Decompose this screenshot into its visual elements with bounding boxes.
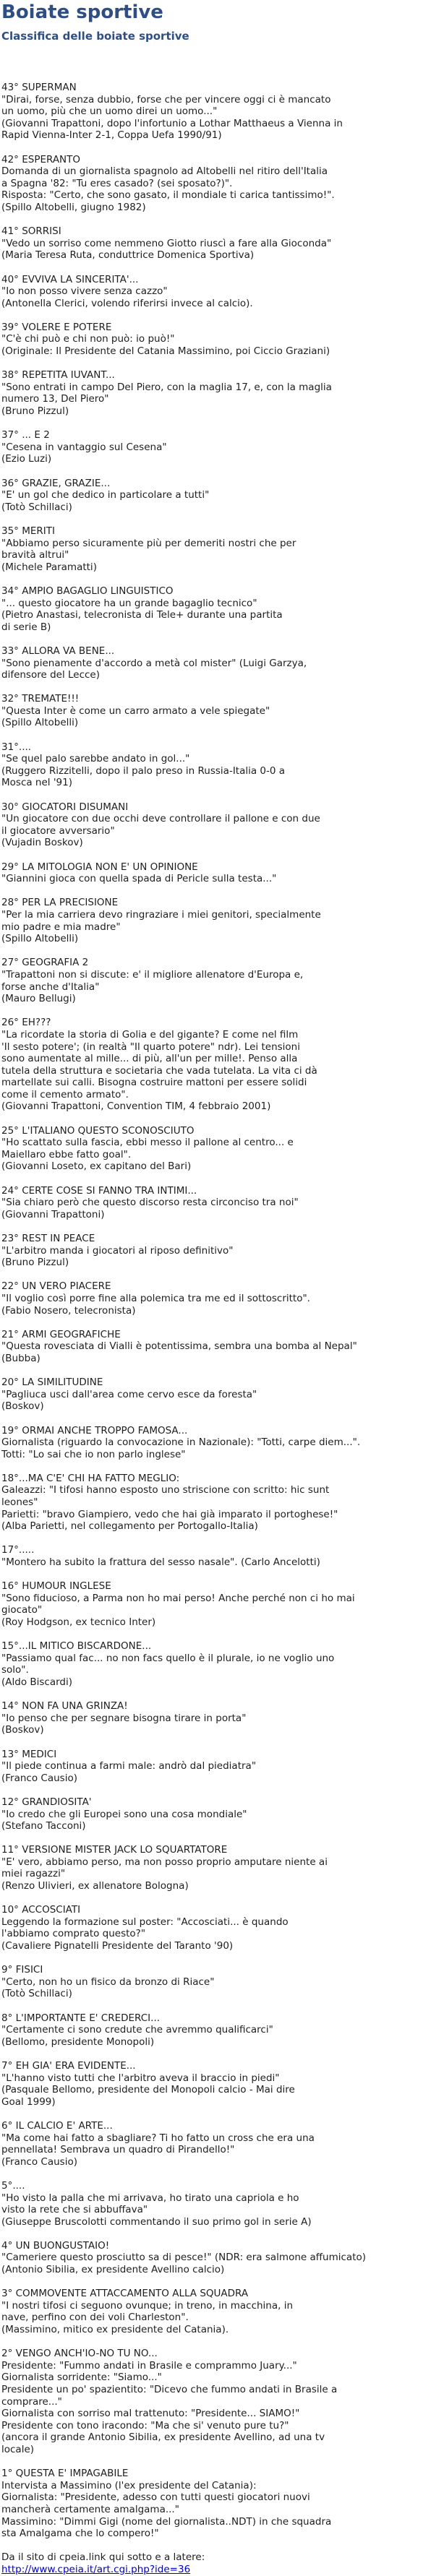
entry-line: (Ezio Luzi) [1, 453, 52, 465]
entry-line: (Spillo Altobelli) [1, 717, 79, 729]
quote-entry [1, 1280, 438, 1317]
quote-entry [1, 478, 438, 514]
entry-line: Galeazzi: "I tifosi hanno esposto uno striscione con scritto: hic sunt [1, 1484, 330, 1496]
entry-line: (Spillo Altobelli, giugno 1982) [1, 201, 146, 213]
entry-heading: 3° COMMOVENTE ATTACCAMENTO ALLA SQUADRA [1, 2288, 249, 2300]
entry-line: "Questa rovesciata di Vialli è potentissima, sembra una bomba al Nepal" [1, 1340, 357, 1353]
entry-line: (Totò Schillaci) [1, 1988, 72, 2000]
entry-line: (Pietro Anastasi, telecronista di Tele+ durante una partita [1, 609, 283, 621]
entry-line: "Pagliuca usci dall'area come cervo esce da foresta" [1, 1388, 257, 1400]
entry-heading: 29° LA MITOLOGIA NON E' UN OPINIONE [1, 861, 198, 873]
entry-heading: 30° GIOCATORI DISUMANI [1, 801, 129, 813]
entry-heading: 25° L'ITALIANO QUESTO SCONOSCIUTO [1, 1124, 195, 1137]
quote-entry [1, 1425, 438, 1461]
entry-line: mancherà certamente amalgama..." [1, 2503, 179, 2515]
entry-line: Goal 1999) [1, 2095, 56, 2108]
entry-heading: 22° UN VERO PIACERE [1, 1280, 111, 1293]
entry-line: Maiellaro ebbe fatto goal". [1, 1148, 132, 1160]
entry-line: (ancora il grande Antonio Sibilia, ex presidente Avellino, ad una tv [1, 2431, 325, 2444]
quote-entry [1, 2240, 438, 2276]
entry-heading: 42° ESPERANTO [1, 153, 81, 165]
entry-heading: 16° HUMOUR INGLESE [1, 1580, 111, 1593]
entry-heading: 5°.... [1, 2179, 25, 2192]
entry-line: (Pasquale Bellomo, presidente del Monopoli calcio - Mai dire [1, 2084, 295, 2096]
entry-line: "C'è chi può e chi non può: io può!" [1, 333, 175, 345]
entry-line: Risposta: "Certo, che sono gasato, il mondiale ti carica tantissimo!". [1, 189, 335, 202]
entry-line: mio padre e mia madre" [1, 921, 121, 933]
entry-line: Massimino: "Dimmi Gigi (nome del giornalista..NDT) in che squadra [1, 2515, 332, 2528]
entry-line: Leggendo la formazione sul poster: "Accosciati... è quando [1, 1916, 289, 1928]
entry-line: Presidente un po' spazientito: "Dicevo che fummo andati in Brasile a [1, 2384, 338, 2395]
entry-line: (Spillo Altobelli) [1, 933, 79, 945]
entry-line: "Io non posso vivere senza cazzo" [1, 285, 168, 298]
entry-heading: 39° VOLERE E POTERE [1, 321, 112, 333]
quote-entry [1, 525, 438, 573]
entry-line: Intervista a Massimino (l'ex presidente del Catania): [1, 2479, 257, 2491]
entry-heading: 17°..... [1, 1544, 35, 1556]
entry-line: "Giannini gioca con quella spada di Pericle sulla testa..." [1, 873, 277, 885]
entry-line: "Passiamo qual fac... no non facs quello è il plurale, io ne voglio uno [1, 1652, 335, 1664]
entry-heading: 43° SUPERMAN [1, 82, 77, 93]
entry-line: sta Amalgama che lo compero!" [1, 2528, 159, 2540]
source-text: Da il sito di cpeia.link qui sotto e a latere: [1, 2551, 205, 2564]
quote-entry [1, 2288, 438, 2335]
entry-heading: 4° UN BUONGUSTAIO! [1, 2239, 110, 2252]
quote-entry [1, 1185, 438, 1221]
post-title: Classifica delle boiate sportive [1, 30, 189, 43]
entry-line: bravità altrui" [1, 549, 69, 561]
entry-line: (Giovanni Trapattoni) [1, 1208, 105, 1220]
entry-heading: 2° VENGO ANCH'IO-NO TU NO... [1, 2348, 158, 2360]
source-link[interactable]: http://www.cpeia.it/art.cgi.php?ide=36 [1, 2563, 191, 2575]
entry-line: (Bruno Pizzul) [1, 1257, 69, 1269]
quote-entry [1, 1844, 438, 1892]
quote-entry [1, 1017, 438, 1113]
entry-line: sono aumentate al mille... di più, all'un per mille!. Penso alla [1, 1053, 298, 1065]
entry-line: (Giovanni Loseto, ex capitano del Bari) [1, 1160, 192, 1173]
entry-line: (Giuseppe Bruscolotti commentando il suo primo gol in serie A) [1, 2215, 312, 2228]
quote-entry [1, 741, 438, 789]
quote-entry [1, 693, 438, 729]
entry-line: "Io penso che per segnare bisogna tirare in porta" [1, 1712, 247, 1724]
entry-line: di serie B) [1, 621, 51, 633]
entry-heading: 13° MEDICI [1, 1748, 57, 1760]
entry-line: Parietti: "bravo Giampiero, vedo che hai già imparato il portoghese!" [1, 1508, 338, 1520]
entry-line: (Originale: Il Presidente del Catania Massimino, poi Ciccio Graziani) [1, 345, 330, 358]
entry-line: (Vujadin Boskov) [1, 837, 83, 849]
entry-line: (Antonella Clerici, volendo riferirsi invece al calcio). [1, 297, 253, 309]
quote-entry [1, 2120, 438, 2168]
entry-line: numero 13, Del Piero" [1, 393, 109, 405]
entry-line: "Ho scattato sulla fascia, ebbi messo il pallone al centro... e [1, 1137, 294, 1149]
quote-entry [1, 1329, 438, 1365]
entry-heading: 20° LA SIMILITUDINE [1, 1377, 103, 1389]
entry-line: (Maria Teresa Ruta, conduttrice Domenica Sportiva) [1, 249, 255, 262]
quote-entry [1, 1125, 438, 1173]
entry-heading: 28° PER LA PRECISIONE [1, 897, 119, 909]
entry-line: "Sono fiducioso, a Parma non ho mai perso! Anche perché non ci ho mai [1, 1592, 355, 1604]
quote-entry [1, 2348, 438, 2455]
entry-heading: 31°.... [1, 741, 32, 753]
entry-line: (Franco Causio) [1, 2155, 77, 2168]
quote-entry [1, 1640, 438, 1688]
entry-line: "Vedo un sorriso come nemmeno Giotto riuscì a fare alla Gioconda" [1, 237, 332, 249]
entry-heading: 10° ACCOSCIATI [1, 1904, 81, 1916]
quote-entry [1, 897, 438, 944]
entry-line: nave, perfino con dei voli Charleston". [1, 2312, 189, 2324]
quote-entry [1, 225, 438, 262]
entry-heading: 41° SORRISI [1, 225, 61, 238]
entry-line: a Spagna '82: "Tu eres casado? (sei sposato?)". [1, 177, 233, 189]
entry-line: (Mauro Bellugi) [1, 993, 76, 1005]
quote-entry [1, 2180, 438, 2228]
entry-heading: 12° GRANDIOSITA' [1, 1796, 92, 1808]
entry-line: Giornalista sorridente: "Siamo..." [1, 2372, 162, 2384]
entry-line: visto la rete che si abbuffava" [1, 2204, 148, 2216]
quote-entry [1, 322, 438, 358]
quote-entry [1, 2012, 438, 2049]
entry-line: leones" [1, 1496, 38, 1509]
quote-entry [1, 369, 438, 417]
quote-entry [1, 1796, 438, 1832]
quote-entry [1, 1377, 438, 1413]
entry-line: solo". [1, 1664, 29, 1676]
entry-line: "Abbiamo perso sicuramente più per demeriti nostri che per [1, 537, 296, 549]
quote-entry [1, 1544, 438, 1568]
entry-line: (Boskov) [1, 1400, 44, 1413]
quote-entry [1, 957, 438, 1004]
entry-line: 'Il sesto potere'; (in realtà "Il quarto potere" ndr). Lei tensioni [1, 1041, 300, 1053]
entry-line: "Questa Inter è come un carro armato a vele spiegate" [1, 705, 270, 717]
entry-line: "E' vero, abbiamo perso, ma non posso proprio amputare niente ai [1, 1856, 328, 1868]
entry-heading: 11° VERSIONE MISTER JACK LO SQUARTATORE [1, 1844, 228, 1856]
entry-line: (Michele Paramatti) [1, 561, 97, 573]
entry-heading: 21° ARMI GEOGRAFICHE [1, 1328, 121, 1340]
entry-heading: 24° CERTE COSE SI FANNO TRA INTIMI... [1, 1184, 197, 1197]
quote-entry [1, 1473, 438, 1533]
entry-line: "L'arbitro manda i giocatori al riposo definitivo" [1, 1244, 234, 1257]
source-footer [1, 2551, 438, 2575]
entry-line: "Certamente ci sono credute che avremmo qualificarci" [1, 2024, 273, 2036]
entry-line: l'abbiamo comprato questo?" [1, 1928, 146, 1940]
entry-line: (Cavaliere Pignatelli Presidente del Taranto '90) [1, 1940, 234, 1952]
entry-line: (Giovanni Trapattoni, dopo l'infortunio a Lothar Matthaeus a Vienna in [1, 117, 343, 129]
entry-heading: 26° EH??? [1, 1017, 51, 1029]
post-body [1, 82, 438, 2576]
entry-line: (Aldo Biscardi) [1, 1676, 73, 1688]
entry-heading: 35° MERITI [1, 525, 55, 537]
entry-heading: 6° IL CALCIO E' ARTE... [1, 2119, 113, 2132]
entry-line: "Certo, non ho un fisico da bronzo di Riace" [1, 1976, 215, 1988]
quote-entry [1, 2468, 438, 2540]
entry-line: (Antonio Sibilia, ex presidente Avellino calcio) [1, 2264, 225, 2276]
quote-entry [1, 801, 438, 849]
entry-line: "Sono pienamente d'accordo a metà col mister" (Luigi Garzya, [1, 657, 307, 669]
entry-heading: 27° GEOGRAFIA 2 [1, 957, 89, 969]
entry-line: "Sia chiaro però che questo discorso resta circonciso tra noi" [1, 1197, 299, 1209]
entry-line: comprare..." [1, 2395, 62, 2408]
entry-line: un uomo, più che un uomo direi un uomo..." [1, 105, 218, 118]
entry-line: martellate sui calli. Bisogna costruire mattoni per essere solidi [1, 1077, 307, 1089]
entry-line: (Bruno Pizzul) [1, 405, 69, 418]
entry-line: Mosca nel '91) [1, 777, 72, 789]
entry-heading: 34° AMPIO BAGAGLIO LINGUISTICO [1, 585, 174, 597]
entry-line: Rapid Vienna-Inter 2-1, Coppa Uefa 1990/91) [1, 129, 222, 142]
entry-heading: 37° ... E 2 [1, 429, 50, 441]
entry-line: tutela della struttura e societaria che vada tutelata. La vita ci dà [1, 1064, 317, 1077]
entry-line: "Cesena in vantaggio sul Cesena" [1, 441, 167, 453]
quote-entry [1, 154, 438, 214]
entry-heading: 38° REPETITA IUVANT... [1, 369, 115, 382]
entry-line: "Dirai, forse, senza dubbio, forse che per vincere oggi ci è mancato [1, 93, 331, 105]
entry-heading: 9° FISICI [1, 1964, 43, 1976]
entry-line: Giornalista: "Presidente, adesso con tutti questi giocatori nuovi [1, 2491, 310, 2504]
entry-line: "Cameriere questo prosciutto sa di pesce!" (NDR: era salmone affumicato) [1, 2252, 367, 2264]
blog-title: Boiate sportive [1, 1, 163, 23]
entry-heading: 33° ALLORA VA BENE... [1, 645, 115, 657]
entry-line: "Per la mia carriera devo ringraziare i miei genitori, specialmente [1, 908, 321, 921]
entry-line: come il cemento armato". [1, 1088, 129, 1100]
entry-line: Presidente con tono iracondo: "Ma che si' venuto pure tu?" [1, 2419, 289, 2431]
entry-line: "E' un gol che dedico in particolare a tutti" [1, 489, 210, 501]
quote-entry [1, 2060, 438, 2108]
entry-heading: 7° EH GIA' ERA EVIDENTE... [1, 2059, 136, 2072]
entry-heading: 1° QUESTA E' IMPAGABILE [1, 2468, 129, 2480]
entry-heading: 14° NON FA UNA GRINZA! [1, 1700, 128, 1713]
entry-line: pennellata! Sembrava un quadro di Pirandello!" [1, 2144, 235, 2156]
quote-entry [1, 82, 438, 142]
quote-entry [1, 1749, 438, 1785]
entry-line: (Massimino, mitico ex presidente del Catania). [1, 2324, 229, 2336]
entry-line: "... questo giocatore ha un grande bagaglio tecnico" [1, 597, 257, 609]
entry-heading: 23° REST IN PEACE [1, 1233, 95, 1244]
entries-list [1, 82, 438, 2540]
entry-line: (Stefano Tacconi) [1, 1820, 86, 1832]
entry-line: (Alba Parietti, nel collegamento per Portogallo-Italia) [1, 1520, 258, 1533]
entry-line: Giornalista con sorriso mal trattenuto: "Presidente... SIAMO!" [1, 2408, 300, 2420]
entry-line: "Io credo che gli Europei sono una cosa mondiale" [1, 1808, 247, 1820]
entry-line: "Ma come hai fatto a sbagliare? Ti ho fatto un cross che era una [1, 2132, 315, 2144]
entry-line: "Se quel palo sarebbe andato in gol..." [1, 753, 190, 765]
entry-line: (Boskov) [1, 1724, 44, 1736]
entry-line: Presidente: "Fummo andati in Brasile e comprammo Juary..." [1, 2359, 297, 2372]
entry-line: "L'hanno visto tutti che l'arbitro aveva il braccio in piedi" [1, 2072, 280, 2084]
entry-line: (Fabio Nosero, telecronista) [1, 1304, 136, 1317]
entry-line: "Un giocatore con due occhi deve controllare il pallone e con due [1, 813, 320, 825]
entry-line: "Sono entrati in campo Del Piero, con la maglia 17, e, con la maglia [1, 381, 332, 393]
entry-line: (Totò Schillaci) [1, 501, 72, 513]
quote-entry [1, 429, 438, 465]
entry-heading: 15°...IL MITICO BISCARDONE... [1, 1640, 152, 1653]
entry-line: "Il voglio così porre fine alla polemica tra me ed il sottoscritto". [1, 1292, 310, 1304]
entry-line: locale) [1, 2443, 35, 2455]
entry-heading: 19° ORMAI ANCHE TROPPO FAMOSA... [1, 1424, 188, 1436]
entry-line: (Giovanni Trapattoni, Convention TIM, 4 febbraio 2001) [1, 1100, 271, 1113]
entry-line: (Franco Causio) [1, 1772, 77, 1784]
quote-entry [1, 1964, 438, 2000]
quote-entry [1, 1233, 438, 1269]
quote-entry [1, 274, 438, 310]
entry-line: (Bellomo, presidente Monopoli) [1, 2036, 155, 2048]
entry-line: difensore del Lecce) [1, 669, 101, 681]
entry-line: "I nostri tifosi ci seguono ovunque; in treno, in macchina, in [1, 2299, 294, 2312]
entry-line: "La ricordate la storia di Golia e del gigante? E come nel film [1, 1028, 299, 1041]
entry-line: (Roy Hodgson, ex tecnico Inter) [1, 1616, 156, 1628]
entry-line: (Ruggero Rizzitelli, dopo il palo preso in Russia-Italia 0-0 a [1, 764, 286, 777]
entry-line: "Il piede continua a farmi male: andrò dal piediatra" [1, 1760, 257, 1772]
entry-heading: 32° TREMATE!!! [1, 693, 80, 705]
entry-heading: 36° GRAZIE, GRAZIE... [1, 477, 111, 489]
quote-entry [1, 861, 438, 885]
entry-heading: 18°...MA C'E' CHI HA FATTO MEGLIO: [1, 1472, 180, 1484]
entry-heading: 40° EVVIVA LA SINCERITA'... [1, 273, 139, 285]
entry-line: "Ho visto la palla che mi arrivava, ho tirato una capriola e ho [1, 2192, 299, 2204]
entry-line: (Bubba) [1, 1352, 40, 1364]
entry-line: "Montero ha subito la frattura del sesso nasale". (Carlo Ancelotti) [1, 1556, 320, 1569]
entry-line: miei ragazzi" [1, 1868, 66, 1880]
entry-line: Domanda di un giornalista spagnolo ad Altobelli nel ritiro dell'Italia [1, 165, 328, 178]
quote-entry [1, 1580, 438, 1628]
entry-heading: 8° L'IMPORTANTE E' CREDERCI... [1, 2012, 161, 2024]
entry-line: (Renzo Ulivieri, ex allenatore Bologna) [1, 1880, 189, 1892]
quote-entry [1, 1700, 438, 1736]
entry-line: "Trapattoni non si discute: e' il migliore allenatore d'Europa e, [1, 968, 304, 981]
quote-entry [1, 585, 438, 633]
entry-line: forse anche d'Italia" [1, 981, 100, 993]
quote-entry [1, 1904, 438, 1952]
entry-line: Giornalista (riguardo la convocazione in Nazionale): "Totti, carpe diem...". [1, 1436, 361, 1449]
entry-line: Totti: "Lo sai che io non parlo inglese" [1, 1448, 186, 1460]
entry-line: giocato" [1, 1604, 43, 1616]
quote-entry [1, 645, 438, 681]
entry-line: il giocatore avversario" [1, 824, 115, 837]
